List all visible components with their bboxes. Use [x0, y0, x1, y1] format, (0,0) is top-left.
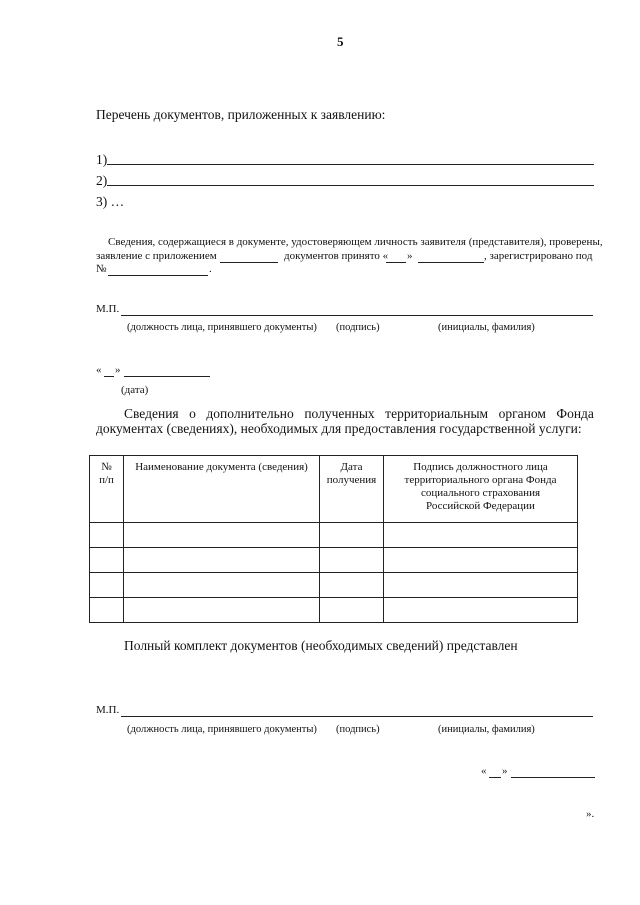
- header-receipt-date-line: получения: [326, 474, 377, 486]
- additional-info-word: Сведения: [124, 406, 179, 421]
- table-cell[interactable]: [320, 598, 384, 623]
- attachment-line-2: [107, 185, 594, 186]
- name-caption-2: (инициалы, фамилия): [438, 724, 535, 735]
- date-caption: (дата): [121, 384, 149, 396]
- table-cell[interactable]: [90, 548, 124, 573]
- closing-mark: ».: [586, 808, 595, 820]
- table-header-row: [90, 456, 578, 523]
- table-cell[interactable]: [124, 573, 320, 598]
- header-receipt-date: [320, 456, 384, 523]
- additional-info-line-2: документах (сведениях), необходимых для предоставления государственной услуги:: [96, 421, 582, 436]
- final-date-open-quote: «: [481, 765, 487, 777]
- blank-registration-number: [108, 275, 208, 276]
- table-cell[interactable]: [384, 523, 578, 548]
- header-official-signature-line: Российской Федерации: [426, 500, 535, 512]
- signature-caption-1: (подпись): [336, 322, 380, 333]
- additional-info-word: о: [189, 406, 196, 421]
- blank-month: [418, 262, 484, 263]
- attachment-item-1: 1): [96, 152, 108, 167]
- table-row: [90, 598, 578, 623]
- table-cell[interactable]: [124, 548, 320, 573]
- attachment-line-1: [107, 164, 594, 165]
- table-cell[interactable]: [384, 598, 578, 623]
- header-receipt-date-line: Дата: [340, 461, 363, 473]
- verification-number-label: №: [96, 263, 107, 275]
- position-caption-2: (должность лица, принявшего документы): [127, 724, 317, 735]
- verification-line-1: Сведения, содержащиеся в документе, удостоверяющем личность заявителя (представителя), проверены,: [108, 236, 603, 248]
- header-official-signature-line: социального страхования: [420, 487, 541, 499]
- header-official-signature-line: территориального органа Фонда: [404, 474, 557, 486]
- table-cell[interactable]: [320, 548, 384, 573]
- header-official-signature-line: Подпись должностного лица: [413, 461, 548, 473]
- blank-day: [386, 262, 406, 263]
- verification-line-2a: заявление с приложением: [96, 250, 217, 262]
- signature-line-2: [121, 716, 593, 717]
- complete-set-statement: Полный комплект документов (необходимых сведений) представлен: [124, 638, 518, 653]
- verification-line-2b: документов принято «: [284, 250, 389, 262]
- additional-info-word: дополнительно: [206, 406, 294, 421]
- date-close-quote: »: [115, 364, 121, 376]
- blank-attachment-count: [220, 262, 278, 263]
- table-row: [90, 573, 578, 598]
- header-number-line: п/п: [99, 474, 114, 486]
- header-number-line: №: [101, 461, 112, 473]
- name-caption-1: (инициалы, фамилия): [438, 322, 535, 333]
- signature-caption-2: (подпись): [336, 724, 380, 735]
- table-row: [90, 523, 578, 548]
- table-cell[interactable]: [320, 523, 384, 548]
- blank-date-month-year: [124, 376, 210, 377]
- header-document-name: [124, 456, 320, 523]
- table-cell[interactable]: [90, 598, 124, 623]
- attachment-item-3: 3) …: [96, 194, 125, 209]
- attachments-title: Перечень документов, приложенных к заявлению:: [96, 107, 386, 122]
- final-date-close-quote: »: [502, 765, 508, 777]
- table-row: [90, 548, 578, 573]
- blank-final-date-day: [489, 777, 501, 778]
- date-open-quote: «: [96, 364, 102, 376]
- attachment-item-2: 2): [96, 173, 108, 188]
- verification-line-2d: , зарегистрировано под: [484, 250, 593, 262]
- stamp-label-1: М.П.: [96, 303, 120, 315]
- blank-final-date-month-year: [511, 777, 595, 778]
- table-cell[interactable]: [124, 598, 320, 623]
- header-document-name-line: Наименование документа (сведения): [135, 461, 308, 473]
- header-number: [90, 456, 124, 523]
- table-cell[interactable]: [384, 548, 578, 573]
- header-official-signature: [384, 456, 578, 523]
- verification-line-end: .: [209, 263, 212, 275]
- additional-info-word: полученных: [304, 406, 375, 421]
- blank-date-day: [104, 376, 114, 377]
- additional-info-word: Фонда: [556, 406, 594, 421]
- additional-info-word: органом: [498, 406, 546, 421]
- stamp-label-2: М.П.: [96, 704, 120, 716]
- table-cell[interactable]: [124, 523, 320, 548]
- table-cell[interactable]: [320, 573, 384, 598]
- table-cell[interactable]: [90, 573, 124, 598]
- documents-table: [89, 455, 578, 623]
- additional-info-word: территориальным: [385, 406, 489, 421]
- table-cell[interactable]: [90, 523, 124, 548]
- signature-line-1: [121, 315, 593, 316]
- additional-info-line-1: [124, 406, 594, 422]
- table-cell[interactable]: [384, 573, 578, 598]
- page-number: 5: [337, 34, 344, 49]
- position-caption-1: (должность лица, принявшего документы): [127, 322, 317, 333]
- verification-line-2c: »: [407, 250, 413, 262]
